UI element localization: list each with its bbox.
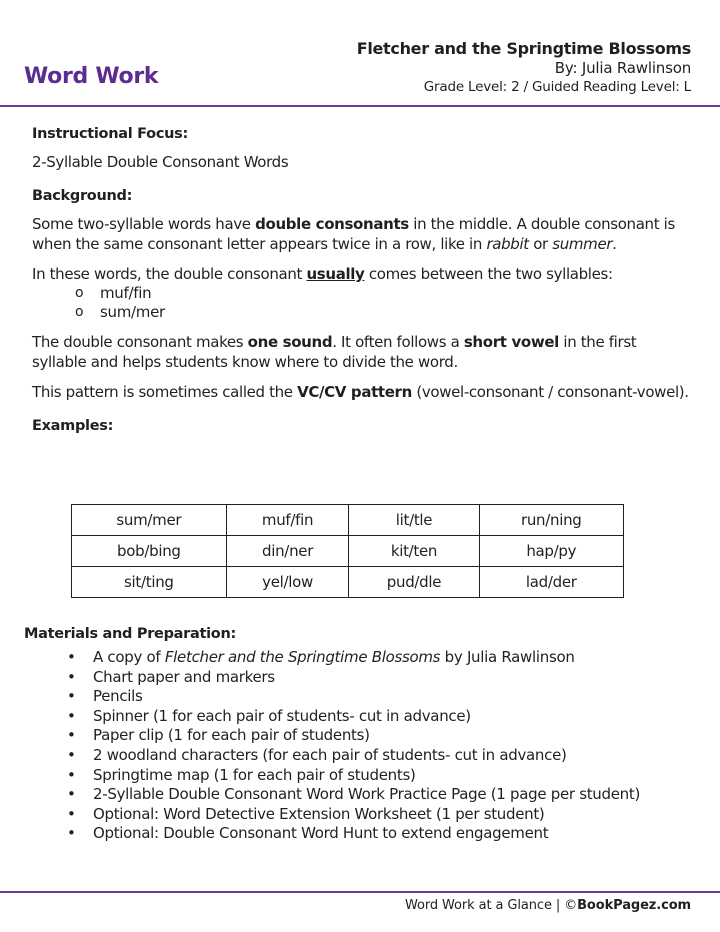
table-cell: pud/dle: [349, 567, 479, 598]
reading-levels: Grade Level: 2 / Guided Reading Level: L: [423, 79, 691, 95]
materials-heading: Materials and Preparation:: [24, 626, 236, 642]
syllable-example-list: [32, 284, 692, 322]
bullet: •: [67, 648, 76, 666]
instructional-focus-text: 2-Syllable Double Consonant Words: [32, 153, 289, 171]
footer-divider: [0, 891, 720, 893]
list-marker: o: [75, 304, 84, 320]
bullet: •: [67, 706, 76, 725]
header-divider: [0, 105, 720, 107]
list-item: • Paper clip (1 for each pair of students): [67, 726, 370, 745]
list-item: • Springtime map (1 for each pair of students): [67, 765, 416, 784]
footer-label: Word Work at a Glance: [405, 898, 552, 913]
background-paragraph-3: The double consonant makes one sound. It often follows a short vowel in the first syllable and helps students know where to divide the word.: [32, 333, 637, 371]
table-cell: bob/bing: [72, 536, 227, 567]
bullet: •: [67, 785, 76, 804]
list-item: • 2 woodland characters (for each pair of students- cut in advance): [67, 745, 567, 764]
book-info: [357, 38, 691, 96]
table-cell: din/ner: [226, 536, 349, 567]
list-item: o sum/mer: [75, 303, 165, 321]
table-cell: lit/tle: [349, 505, 479, 536]
footer-separator: | ©: [551, 898, 578, 913]
list-item: • Optional: Double Consonant Word Hunt to extend engagement: [67, 824, 549, 843]
table-cell: hap/py: [479, 536, 623, 567]
list-marker: o: [75, 285, 84, 301]
list-item: • 2-Syllable Double Consonant Word Work Practice Page (1 page per student): [67, 785, 641, 804]
materials-section: [24, 624, 704, 844]
list-item: o muf/fin: [75, 284, 152, 302]
bullet: •: [67, 726, 76, 745]
table-row: [72, 505, 624, 536]
bullet: •: [67, 804, 76, 823]
bullet: •: [67, 765, 76, 784]
table-cell: yel/low: [226, 567, 349, 598]
examples-heading: Examples:: [32, 418, 114, 434]
bullet: •: [67, 667, 76, 686]
table-cell: sit/ting: [72, 567, 227, 598]
table-row: [72, 536, 624, 567]
table-row: [72, 567, 624, 598]
background-paragraph-1: Some two-syllable words have double consonants in the middle. A double consonant is when the same consonant letter appears twice in a row, like in rabbit or summer.: [32, 215, 675, 253]
list-item: • Pencils: [67, 687, 143, 706]
list-item: • Optional: Word Detective Extension Worksheet (1 per student): [67, 804, 545, 823]
book-author: By: Julia Rawlinson: [554, 59, 691, 77]
list-item: • Spinner (1 for each pair of students- cut in advance): [67, 706, 471, 725]
background-paragraph-2: In these words, the double consonant usually comes between the two syllables:: [32, 265, 613, 283]
section-title: Word Work: [24, 64, 159, 89]
table-cell: sum/mer: [72, 505, 227, 536]
main-content: [32, 124, 692, 436]
table-cell: lad/der: [479, 567, 623, 598]
examples-table: [71, 504, 624, 598]
list-item: • Chart paper and markers: [67, 667, 275, 686]
materials-list: [24, 648, 704, 844]
table-cell: run/ning: [479, 505, 623, 536]
background-heading: Background:: [32, 188, 133, 204]
instructional-focus-heading: Instructional Focus:: [32, 126, 188, 142]
table-cell: kit/ten: [349, 536, 479, 567]
bullet: •: [67, 824, 76, 843]
list-item: • A copy of Fletcher and the Springtime Blossoms by Julia Rawlinson: [67, 648, 575, 666]
bullet: •: [67, 687, 76, 706]
book-title: Fletcher and the Springtime Blossoms: [356, 39, 691, 58]
footer-brand: BookPagez.com: [577, 898, 691, 913]
footer: [405, 898, 691, 913]
background-paragraph-4: This pattern is sometimes called the VC/CV pattern (vowel-consonant / consonant-vowel).: [32, 383, 689, 401]
bullet: •: [67, 745, 76, 764]
table-cell: muf/fin: [226, 505, 349, 536]
